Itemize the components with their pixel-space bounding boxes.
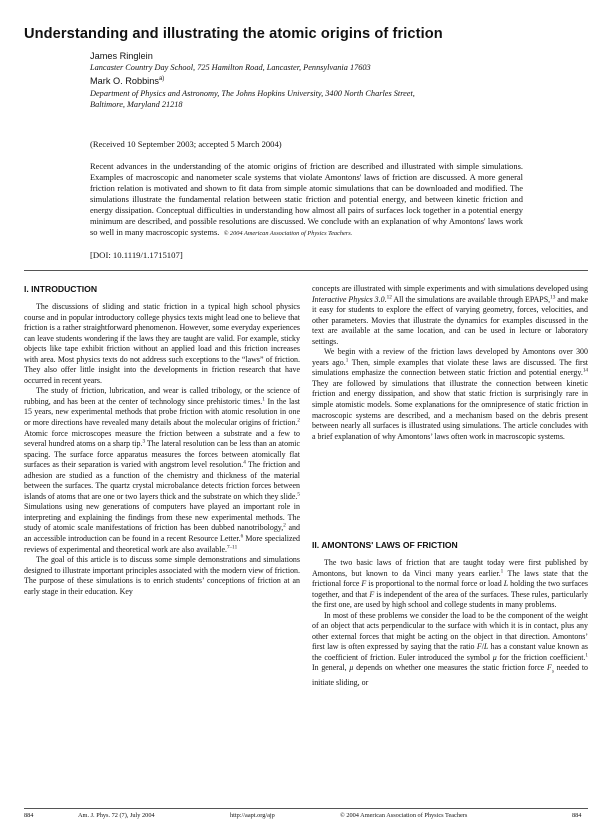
- received-date: (Received 10 September 2003; accepted 5 March 2004): [90, 139, 282, 149]
- author-1-affiliation: Lancaster Country Day School, 725 Hamilton Road, Lancaster, Pennsylvania 17603: [90, 63, 371, 72]
- author-2: [90, 76, 164, 86]
- amontons-paragraph-2: In most of these problems we consider the load to be the component of the weight of an object that acts perpendicular to the surface with which it is in contact, plus any other external forces that might be acting on the object in that direction. Amontons’ first law is often expressed by saying that the ratio F/L has a constant value known as the coefficient of friction. Euler introduced the symbol μ for the friction coefficient.$^1$ In general, μ depends on whether one measures the static friction force $F_s$ needed to initiate sliding, or: [312, 610, 589, 687]
- footer-page-number-left: 884: [24, 812, 34, 819]
- author-2-footnote-mark: a): [158, 75, 165, 82]
- right-column-section-2: [312, 558, 588, 688]
- footer-journal-citation: Am. J. Phys. 72 (7), July 2004: [78, 812, 155, 819]
- right-column-body: [312, 284, 588, 442]
- author-2-name: Mark O. Robbins: [90, 76, 159, 86]
- intro-paragraph-1: The discussions of sliding and static friction in a typical high school physics course and in popular introductory college physics texts might lead one to believe that friction is a rather straightforward phenomenon. However, some everyday experiences can leave students wondering if the laws they are taught are valid. For example, sticky objects like tape exhibit friction without an applied load and this friction increases with area. Most physics texts do not address such exceptions to the “laws” of friction. They also offer little insight into the developments in friction research that have occurred in recent years.: [24, 302, 300, 385]
- header-divider: [24, 270, 588, 271]
- abstract: [90, 161, 523, 240]
- left-column-body: [24, 302, 300, 597]
- doi: [DOI: 10.1119/1.1715107]: [90, 250, 183, 260]
- paper-title: Understanding and illustrating the atomic origins of friction: [24, 26, 443, 42]
- intro-paragraph-3-continued: concepts are illustrated with simple experiments and with simulations developed using Interactive Physics 3.0.12 All the simulations are available through EPAPS,$^{13}$ and make it easy for students to explore the effect of varying geometry, forces, velocities, and other parameters. Movies that illustrate the dynamics for examples discussed in the text are available at the same location, and can be used in lecture or laboratory settings.: [312, 284, 588, 346]
- footer-journal-link[interactable]: http://aapt.org/ajp: [230, 812, 275, 819]
- footer-divider: [24, 808, 588, 809]
- footer-page-number-right: 884: [572, 812, 582, 819]
- footer-copyright: © 2004 American Association of Physics Teachers: [340, 812, 468, 819]
- author-2-affiliation: Department of Physics and Astronomy, The Johns Hopkins University, 3400 North Charles Street, Baltimore, Maryland 21218: [90, 89, 415, 109]
- amontons-paragraph-1: The two basic laws of friction that are taught today were first published by Amontons, but known to da Vinci many years earlier.$^1$ The laws state that the frictional force F is proportional to the normal force or load L holding the two surfaces together, and that F is independent of the area of the surfaces. These rules, particularly the first one, are used by high school and college students in many problems.: [312, 558, 588, 610]
- intro-paragraph-3: The goal of this article is to discuss some simple demonstrations and simulations designed to illustrate important principles associated with the modern view of friction. The purpose of these simulations is to enrich students’ conceptions of friction at an early stage in their education. Key: [24, 555, 300, 596]
- intro-paragraph-2: The study of friction, lubrication, and wear is called tribology, or the science of rubbing, and has been at the center of technology since prehistoric times.$^1$ In the last 15 years, new experimental methods that probe friction with atomic resolution in one or more directions have revealed many details about the molecular origins of friction.$^2$ Atomic force microscopes measure the friction between a substrate and a few to several hundred atoms on a sharp tip.$^3$ The lateral resolution can be less than an atomic spacing. The surface force apparatus measures the forces between atomically flat surfaces as their separation is varied with angstrom level resolution.$^4$ The friction and adhesion are studied as a function of the chemistry and thickness of the material between the surfaces. The quartz crystal microbalance detects friction forces between islands of atoms that are one or two layers thick and the substrate on which they slide.$^5$ Simulations using new generations of computers have played an important role in interpreting and explaining the findings from these new experimental methods. The study of atomic scale manifestations of friction has been dubbed nanotribology,$^2$ and an accessible introduction can be found in a recent Resource Letter.$^6$ More specialized reviews of experimental and theoretical work are also available.$^{7-11}$: [24, 386, 300, 554]
- abstract-copyright: © 2004 American Association of Physics Teachers.: [223, 229, 353, 237]
- author-1-name: James Ringlein: [90, 51, 153, 61]
- section-heading-introduction: I. INTRODUCTION: [24, 284, 98, 294]
- intro-paragraph-4: We begin with a review of the friction laws developed by Amontons over 300 years ago.$^1$ Then, simple examples that violate these laws are discussed. The first simulations emphasize the connection between static friction and potential energy.$^{14}$ They are followed by simulations that illustrate the connection between kinetic friction and energy dissipation, and show that static friction is surprisingly rare in simple atomistic models. Some explanations for the omnipresence of static friction in macroscopic systems are described, and a mechanism based on the debris present between nearly all surfaces is illustrated using simulations. The article concludes with a brief explanation of why Amontons’ laws often work in macroscopic systems.: [312, 347, 588, 441]
- section-heading-amontons-laws: II. AMONTONS' LAWS OF FRICTION: [312, 540, 458, 550]
- abstract-text: Recent advances in the understanding of the atomic origins of friction are described and illustrated with simple simulations. Examples of macroscopic and nanometer scale systems that violate Amontons' laws of friction are discussed. A more general friction relation is motivated and shown to fit data from simple atomic simulations that can be downloaded and modified. The simulations illustrate the fundamental relation between static friction and potential energy, and between kinetic friction and energy dissipation. Conceptual difficulties in understanding how almost all pairs of surfaces lock together in a potential energy minimum are described, and possible resolutions are discussed. We conclude with an explanation of why Amontons' laws work so well in many macroscopic systems.: [90, 161, 523, 237]
